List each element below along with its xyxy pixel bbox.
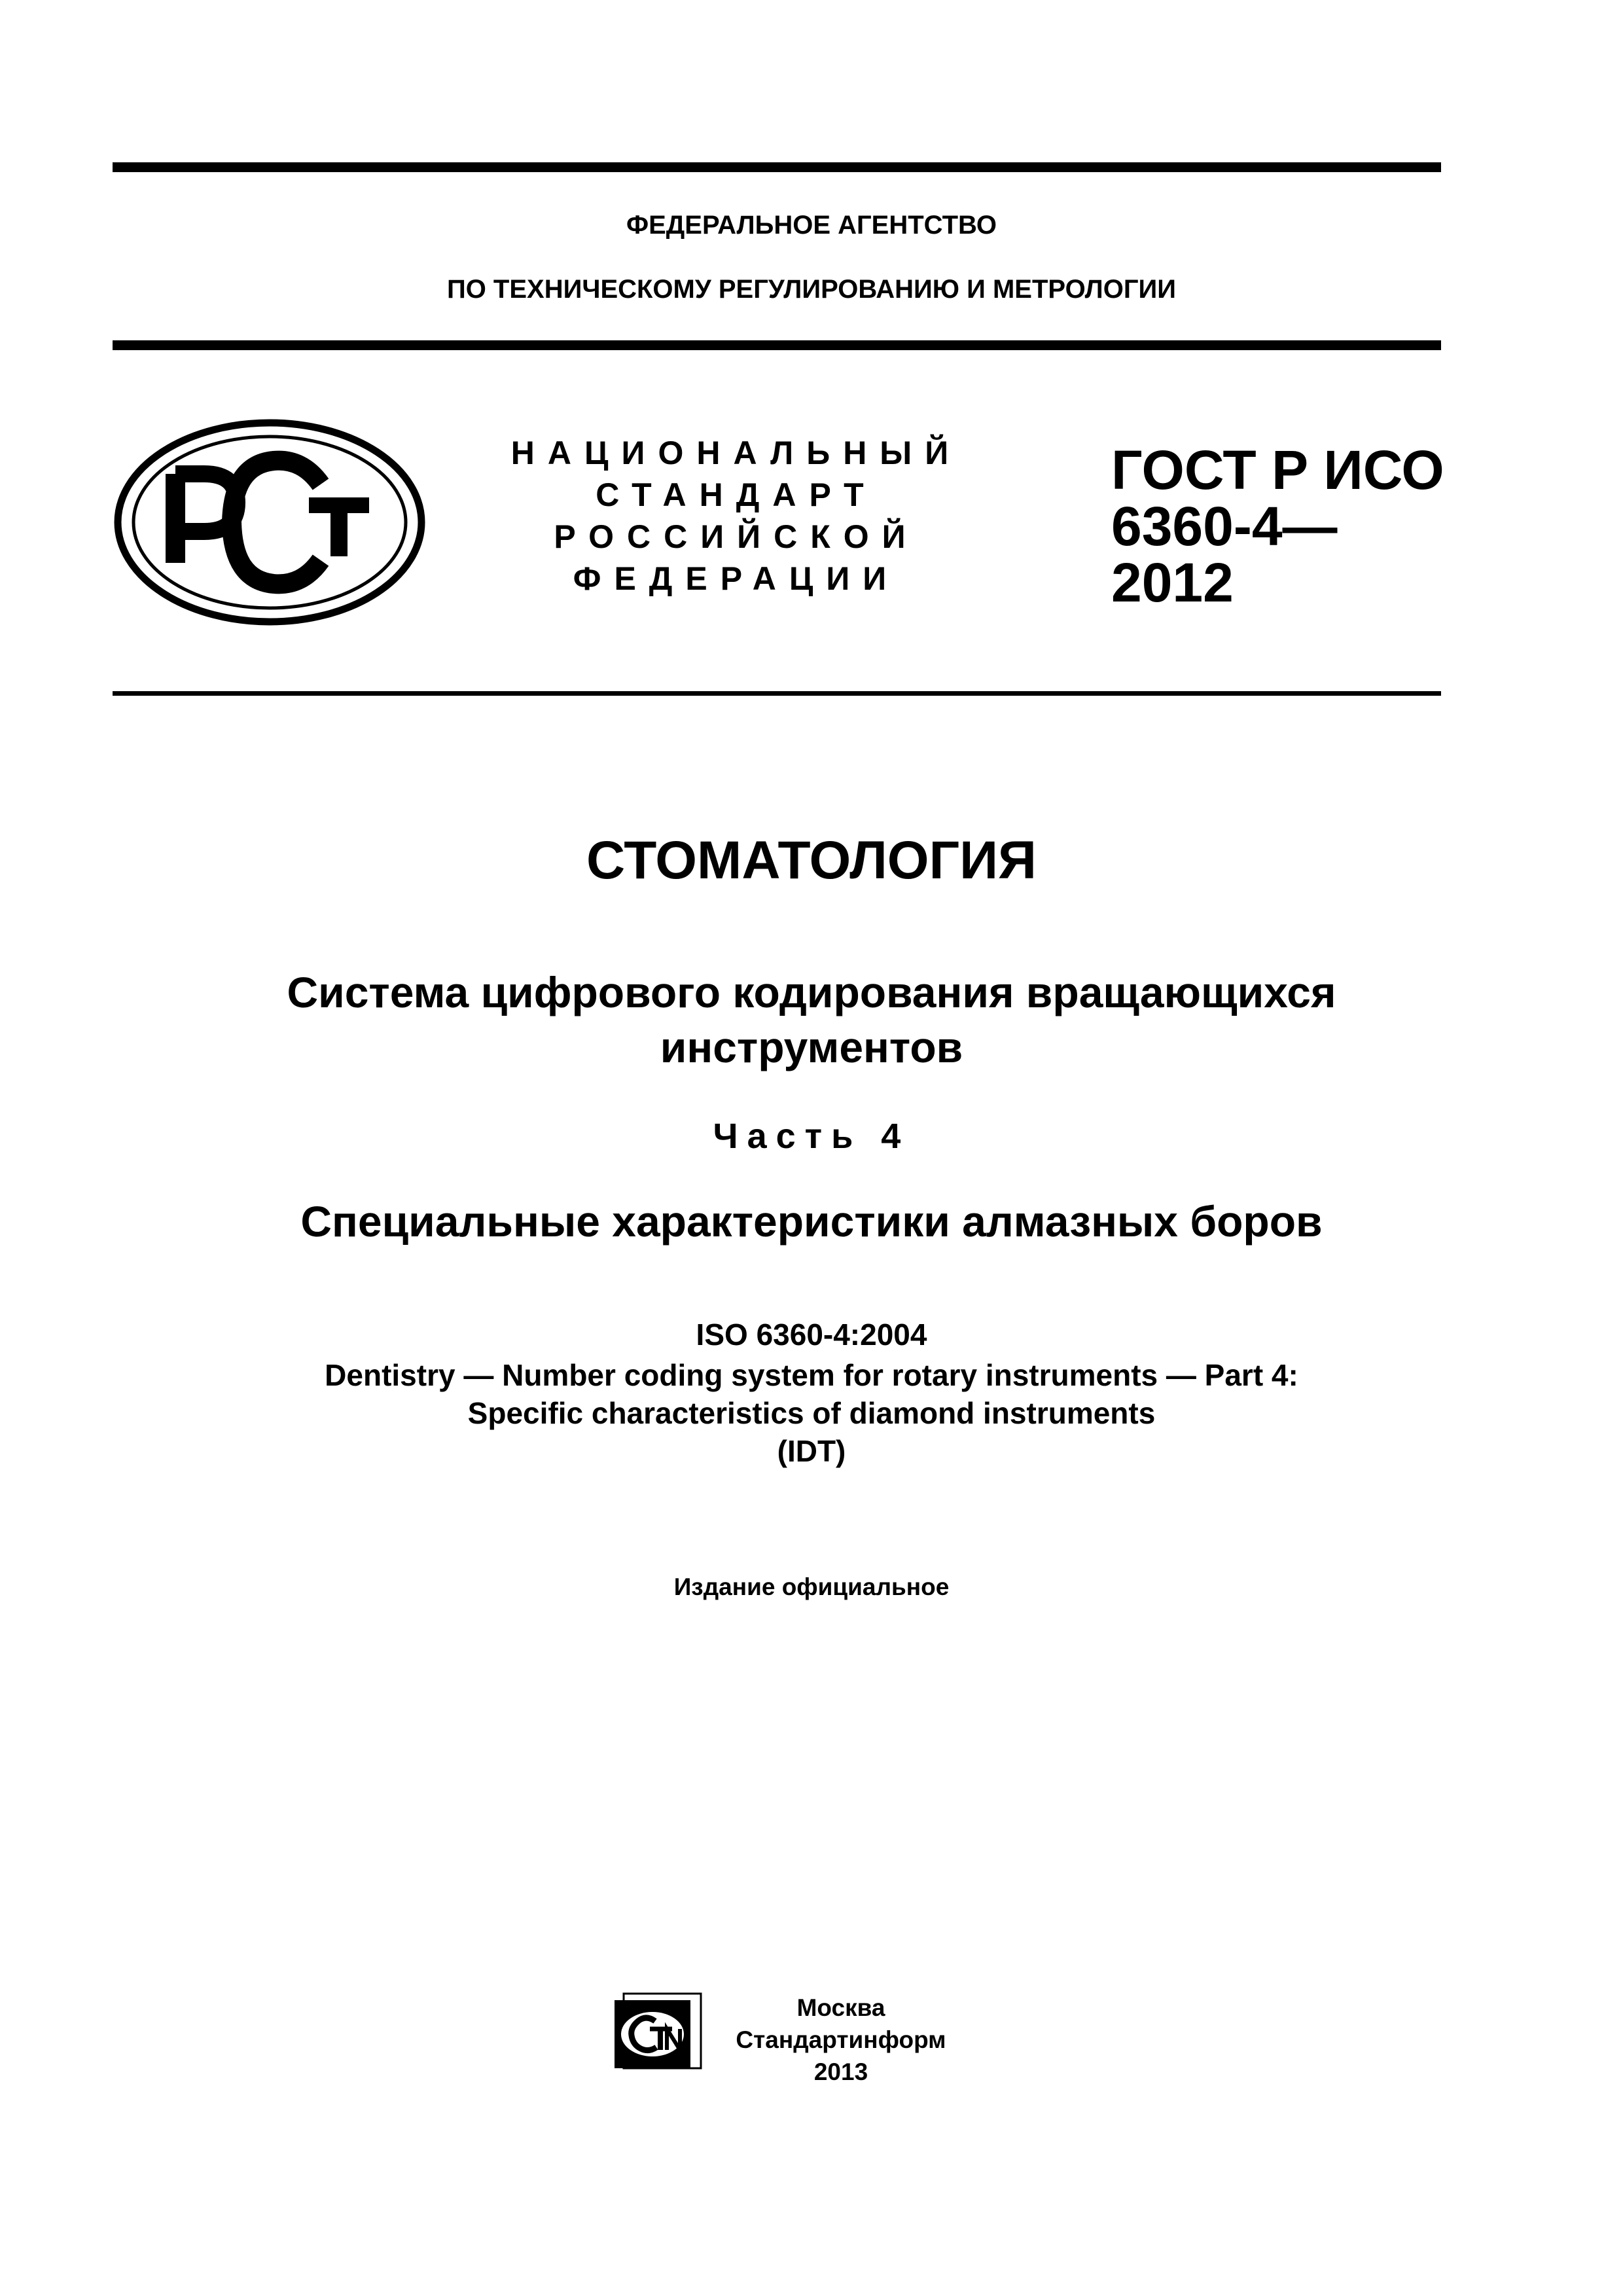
part-number: Часть 4 [713,1117,910,1156]
national-standard-line-1: НАЦИОНАЛЬНЫЙ [510,435,962,471]
top-rule [113,162,1441,172]
designation-line-1: ГОСТ Р ИСО [1111,439,1444,501]
equivalence-degree: (IDT) [777,1434,846,1468]
title-block-rule [113,691,1441,696]
designation-line-3: 2012 [1111,552,1234,613]
publication-year: 2013 [813,2058,868,2085]
standartinform-logo-icon [612,1991,704,2071]
iso-reference-number: ISO 6360-4:2004 [696,1318,927,1352]
header-bottom-rule [113,340,1441,350]
rst-mark-icon [113,418,427,627]
publisher-name: Стандартинформ [736,2026,946,2053]
national-standard-line-2: СТАНДАРТ [596,476,877,513]
national-standard-line-4: ФЕДЕРАЦИИ [573,560,900,597]
agency-name-line-1: ФЕДЕРАЛЬНОЕ АГЕНТСТВО [626,211,997,240]
publisher-city: Москва [796,1994,885,2021]
publisher-block [730,1992,952,2088]
document-title-line-2: инструментов [660,1023,963,1071]
national-standard-line-3: РОССИЙСКОЙ [554,518,919,555]
iso-title-line-1: Dentistry — Number coding system for rotary instruments — Part 4: [325,1358,1298,1392]
document-subject: СТОМАТОЛОГИЯ [586,831,1037,890]
designation-line-2: 6360-4— [1111,495,1338,557]
agency-name-line-2: ПО ТЕХНИЧЕСКОМУ РЕГУЛИРОВАНИЮ И МЕТРОЛОГИИ [446,275,1177,304]
document-title-line-1: Система цифрового кодирования вращающихся [287,968,1336,1016]
national-standard-label [497,432,975,600]
iso-title-line-2: Specific characteristics of diamond instruments [467,1396,1156,1430]
standard-designation [1111,439,1444,613]
edition-note: Издание официальное [673,1573,950,1600]
document-subtitle: Специальные характеристики алмазных боров [300,1197,1323,1246]
